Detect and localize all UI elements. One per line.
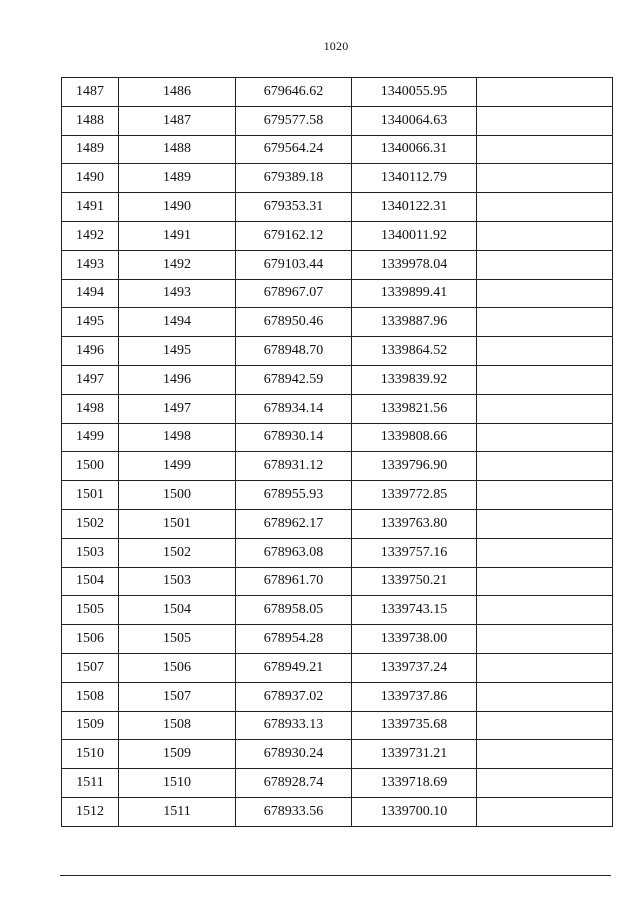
table-body [62, 78, 613, 827]
x-coordinate-cell: 678967.07 [236, 279, 352, 308]
note-cell [477, 250, 613, 279]
y-coordinate-cell: 1339731.21 [352, 740, 477, 769]
table-row [62, 481, 613, 510]
y-coordinate-cell: 1339887.96 [352, 308, 477, 337]
previous-point-cell: 1494 [119, 308, 236, 337]
note-cell [477, 106, 613, 135]
x-coordinate-cell: 678933.13 [236, 711, 352, 740]
point-number-cell: 1504 [62, 567, 119, 596]
note-cell [477, 279, 613, 308]
note-cell [477, 308, 613, 337]
x-coordinate-cell: 678950.46 [236, 308, 352, 337]
note-cell [477, 365, 613, 394]
point-number-cell: 1488 [62, 106, 119, 135]
point-number-cell: 1506 [62, 625, 119, 654]
previous-point-cell: 1501 [119, 509, 236, 538]
note-cell [477, 653, 613, 682]
point-number-cell: 1495 [62, 308, 119, 337]
x-coordinate-cell: 678962.17 [236, 509, 352, 538]
x-coordinate-cell: 678931.12 [236, 452, 352, 481]
x-coordinate-cell: 679162.12 [236, 221, 352, 250]
y-coordinate-cell: 1339839.92 [352, 365, 477, 394]
point-number-cell: 1493 [62, 250, 119, 279]
x-coordinate-cell: 678958.05 [236, 596, 352, 625]
x-coordinate-cell: 678934.14 [236, 394, 352, 423]
x-coordinate-cell: 678955.93 [236, 481, 352, 510]
note-cell [477, 567, 613, 596]
point-number-cell: 1509 [62, 711, 119, 740]
note-cell [477, 682, 613, 711]
page-number: 1020 [323, 39, 349, 53]
note-cell [477, 740, 613, 769]
point-number-cell: 1490 [62, 164, 119, 193]
previous-point-cell: 1487 [119, 106, 236, 135]
x-coordinate-cell: 679646.62 [236, 78, 352, 107]
table-row [62, 78, 613, 107]
previous-point-cell: 1489 [119, 164, 236, 193]
previous-point-cell: 1500 [119, 481, 236, 510]
table-row [62, 337, 613, 366]
table-row [62, 423, 613, 452]
y-coordinate-cell: 1339796.90 [352, 452, 477, 481]
point-number-cell: 1510 [62, 740, 119, 769]
y-coordinate-cell: 1339718.69 [352, 769, 477, 798]
note-cell [477, 221, 613, 250]
table-row [62, 106, 613, 135]
y-coordinate-cell: 1340122.31 [352, 193, 477, 222]
point-number-cell: 1492 [62, 221, 119, 250]
table-row [62, 711, 613, 740]
previous-point-cell: 1506 [119, 653, 236, 682]
point-number-cell: 1491 [62, 193, 119, 222]
previous-point-cell: 1495 [119, 337, 236, 366]
x-coordinate-cell: 678930.24 [236, 740, 352, 769]
table-row [62, 596, 613, 625]
y-coordinate-cell: 1339757.16 [352, 538, 477, 567]
previous-point-cell: 1498 [119, 423, 236, 452]
y-coordinate-cell: 1340112.79 [352, 164, 477, 193]
y-coordinate-cell: 1339772.85 [352, 481, 477, 510]
previous-point-cell: 1508 [119, 711, 236, 740]
note-cell [477, 596, 613, 625]
y-coordinate-cell: 1339750.21 [352, 567, 477, 596]
note-cell [477, 337, 613, 366]
previous-point-cell: 1492 [119, 250, 236, 279]
previous-point-cell: 1496 [119, 365, 236, 394]
point-number-cell: 1489 [62, 135, 119, 164]
table-row [62, 769, 613, 798]
note-cell [477, 193, 613, 222]
table-row [62, 250, 613, 279]
y-coordinate-cell: 1340064.63 [352, 106, 477, 135]
previous-point-cell: 1505 [119, 625, 236, 654]
table-row [62, 164, 613, 193]
previous-point-cell: 1510 [119, 769, 236, 798]
y-coordinate-cell: 1339737.86 [352, 682, 477, 711]
previous-point-cell: 1488 [119, 135, 236, 164]
previous-point-cell: 1499 [119, 452, 236, 481]
previous-point-cell: 1507 [119, 682, 236, 711]
note-cell [477, 625, 613, 654]
x-coordinate-cell: 678930.14 [236, 423, 352, 452]
table-row [62, 135, 613, 164]
y-coordinate-cell: 1339978.04 [352, 250, 477, 279]
y-coordinate-cell: 1340011.92 [352, 221, 477, 250]
table-row [62, 509, 613, 538]
coordinates-table [61, 77, 613, 827]
x-coordinate-cell: 679103.44 [236, 250, 352, 279]
y-coordinate-cell: 1339743.15 [352, 596, 477, 625]
table-row [62, 682, 613, 711]
previous-point-cell: 1490 [119, 193, 236, 222]
y-coordinate-cell: 1339899.41 [352, 279, 477, 308]
previous-point-cell: 1509 [119, 740, 236, 769]
note-cell [477, 711, 613, 740]
table-row [62, 538, 613, 567]
note-cell [477, 135, 613, 164]
x-coordinate-cell: 678933.56 [236, 797, 352, 826]
x-coordinate-cell: 678948.70 [236, 337, 352, 366]
point-number-cell: 1487 [62, 78, 119, 107]
x-coordinate-cell: 678963.08 [236, 538, 352, 567]
footer-rule [60, 875, 611, 876]
note-cell [477, 481, 613, 510]
note-cell [477, 509, 613, 538]
previous-point-cell: 1504 [119, 596, 236, 625]
x-coordinate-cell: 678928.74 [236, 769, 352, 798]
y-coordinate-cell: 1339808.66 [352, 423, 477, 452]
point-number-cell: 1501 [62, 481, 119, 510]
previous-point-cell: 1493 [119, 279, 236, 308]
point-number-cell: 1505 [62, 596, 119, 625]
x-coordinate-cell: 679353.31 [236, 193, 352, 222]
table-row [62, 625, 613, 654]
y-coordinate-cell: 1339737.24 [352, 653, 477, 682]
point-number-cell: 1499 [62, 423, 119, 452]
point-number-cell: 1497 [62, 365, 119, 394]
y-coordinate-cell: 1340055.95 [352, 78, 477, 107]
point-number-cell: 1508 [62, 682, 119, 711]
note-cell [477, 164, 613, 193]
previous-point-cell: 1503 [119, 567, 236, 596]
table-row [62, 308, 613, 337]
note-cell [477, 452, 613, 481]
x-coordinate-cell: 678937.02 [236, 682, 352, 711]
y-coordinate-cell: 1339864.52 [352, 337, 477, 366]
note-cell [477, 797, 613, 826]
table-row [62, 452, 613, 481]
y-coordinate-cell: 1339738.00 [352, 625, 477, 654]
point-number-cell: 1494 [62, 279, 119, 308]
table-row [62, 797, 613, 826]
previous-point-cell: 1491 [119, 221, 236, 250]
table-row [62, 653, 613, 682]
previous-point-cell: 1497 [119, 394, 236, 423]
note-cell [477, 538, 613, 567]
table-row [62, 567, 613, 596]
point-number-cell: 1512 [62, 797, 119, 826]
point-number-cell: 1507 [62, 653, 119, 682]
x-coordinate-cell: 679564.24 [236, 135, 352, 164]
note-cell [477, 78, 613, 107]
previous-point-cell: 1486 [119, 78, 236, 107]
table-row [62, 221, 613, 250]
note-cell [477, 769, 613, 798]
y-coordinate-cell: 1339821.56 [352, 394, 477, 423]
table-row [62, 193, 613, 222]
point-number-cell: 1498 [62, 394, 119, 423]
point-number-cell: 1496 [62, 337, 119, 366]
point-number-cell: 1503 [62, 538, 119, 567]
y-coordinate-cell: 1339700.10 [352, 797, 477, 826]
previous-point-cell: 1511 [119, 797, 236, 826]
y-coordinate-cell: 1340066.31 [352, 135, 477, 164]
table-row [62, 279, 613, 308]
table-row [62, 740, 613, 769]
previous-point-cell: 1502 [119, 538, 236, 567]
table-row [62, 394, 613, 423]
note-cell [477, 394, 613, 423]
point-number-cell: 1500 [62, 452, 119, 481]
x-coordinate-cell: 678954.28 [236, 625, 352, 654]
x-coordinate-cell: 679577.58 [236, 106, 352, 135]
point-number-cell: 1502 [62, 509, 119, 538]
x-coordinate-cell: 679389.18 [236, 164, 352, 193]
y-coordinate-cell: 1339735.68 [352, 711, 477, 740]
table-row [62, 365, 613, 394]
point-number-cell: 1511 [62, 769, 119, 798]
note-cell [477, 423, 613, 452]
x-coordinate-cell: 678949.21 [236, 653, 352, 682]
y-coordinate-cell: 1339763.80 [352, 509, 477, 538]
x-coordinate-cell: 678961.70 [236, 567, 352, 596]
x-coordinate-cell: 678942.59 [236, 365, 352, 394]
